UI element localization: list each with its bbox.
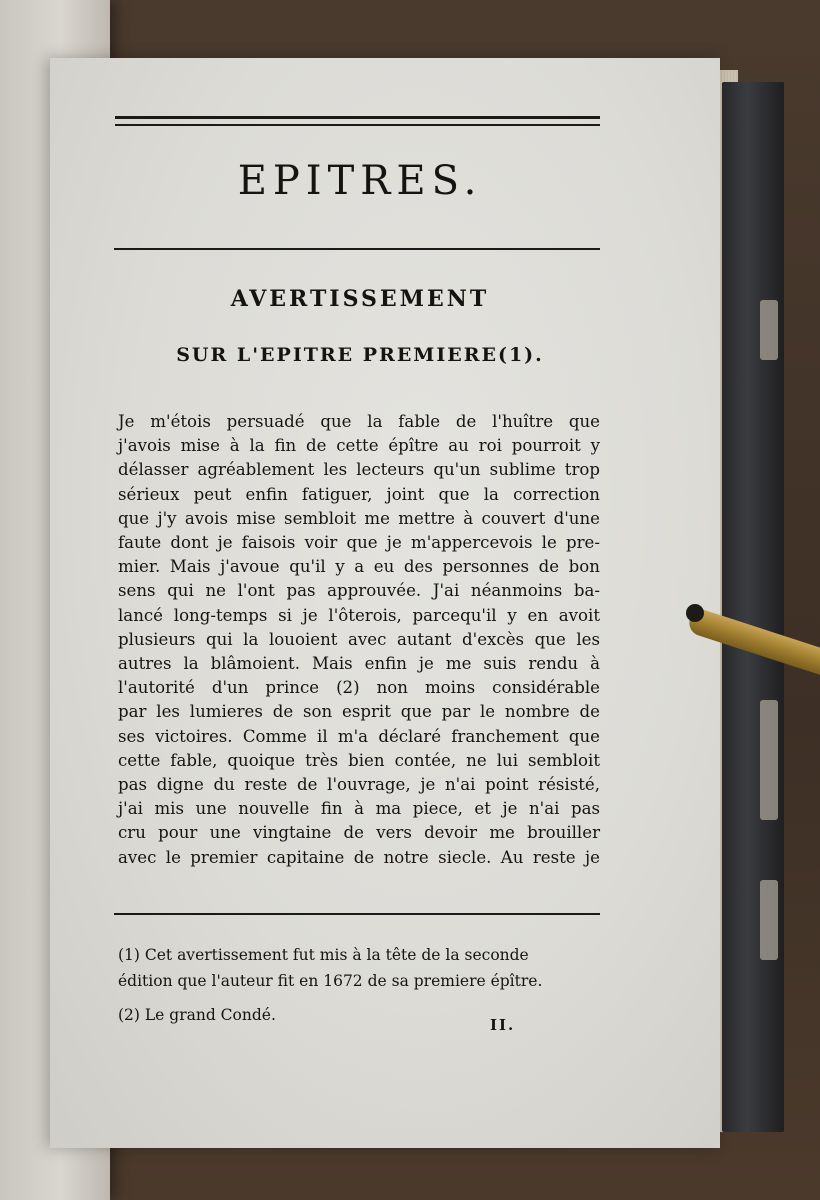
cover-wear xyxy=(760,300,778,360)
body-line: cette fable, quoique très bien contée, ne lui sembloit xyxy=(118,750,600,770)
body-line: sens qui ne l'ont pas approuvée. J'ai néanmoins ba- xyxy=(118,581,600,601)
section-heading: AVERTISSEMENT xyxy=(230,286,490,312)
footnote-1-continued: édition que l'auteur fit en 1672 de sa premiere épître. xyxy=(118,972,543,990)
body-line: autres la blâmoient. Mais enfin je me suis rendu à xyxy=(118,654,600,674)
body-text xyxy=(118,410,600,870)
title-rule xyxy=(114,248,600,250)
body-line: sérieux peut enfin fatiguer, joint que la correction xyxy=(118,484,600,504)
cover-wear xyxy=(760,700,778,820)
body-line: délasser agréablement les lecteurs qu'un sublime trop xyxy=(118,460,600,480)
top-rule xyxy=(115,116,600,119)
section-subheading: SUR L'EPITRE PREMIERE(1). xyxy=(176,344,544,366)
footnote-rule xyxy=(114,913,600,915)
body-line: faute dont je faisois voir que je m'appercevois le pre- xyxy=(118,533,600,553)
footnote-1: (1) Cet avertissement fut mis à la tête de la seconde xyxy=(118,946,529,964)
pencil-tip xyxy=(686,604,704,622)
body-line: j'avois mise à la fin de cette épître au roi pourroit y xyxy=(118,436,600,456)
body-line: ses victoires. Comme il m'a déclaré franchement que xyxy=(118,726,600,746)
footnote-2: (2) Le grand Condé. xyxy=(118,1006,276,1024)
body-line: avec le premier capitaine de notre siecle. Au reste je xyxy=(118,847,600,867)
footnotes xyxy=(118,940,608,1030)
top-rule-second xyxy=(115,124,600,126)
body-line: lancé long-temps si je l'ôterois, parcequ'il y en avoit xyxy=(118,605,600,625)
body-line: que j'y avois mise sembloit me mettre à couvert d'une xyxy=(118,508,600,528)
body-line: pas digne du reste de l'ouvrage, je n'ai point résisté, xyxy=(118,775,600,795)
body-line: j'ai mis une nouvelle fin à ma piece, et je n'ai pas xyxy=(118,799,600,819)
body-line: Je m'étois persuadé que la fable de l'huître que xyxy=(118,412,600,431)
book-page xyxy=(50,58,720,1148)
page-title: EPITRES. xyxy=(237,158,483,204)
body-line: par les lumieres de son esprit que par le nombre de xyxy=(118,702,600,722)
body-line: plusieurs qui la louoient avec autant d'excès que les xyxy=(118,629,600,649)
body-line: l'autorité d'un prince (2) non moins considérable xyxy=(118,678,600,698)
body-line: cru pour une vingtaine de vers devoir me brouiller xyxy=(118,823,600,843)
body-line: mier. Mais j'avoue qu'il y a eu des personnes de bon xyxy=(118,557,600,577)
signature-mark: II. xyxy=(490,1016,516,1034)
book-cover-spine xyxy=(722,82,784,1132)
cover-wear xyxy=(760,880,778,960)
